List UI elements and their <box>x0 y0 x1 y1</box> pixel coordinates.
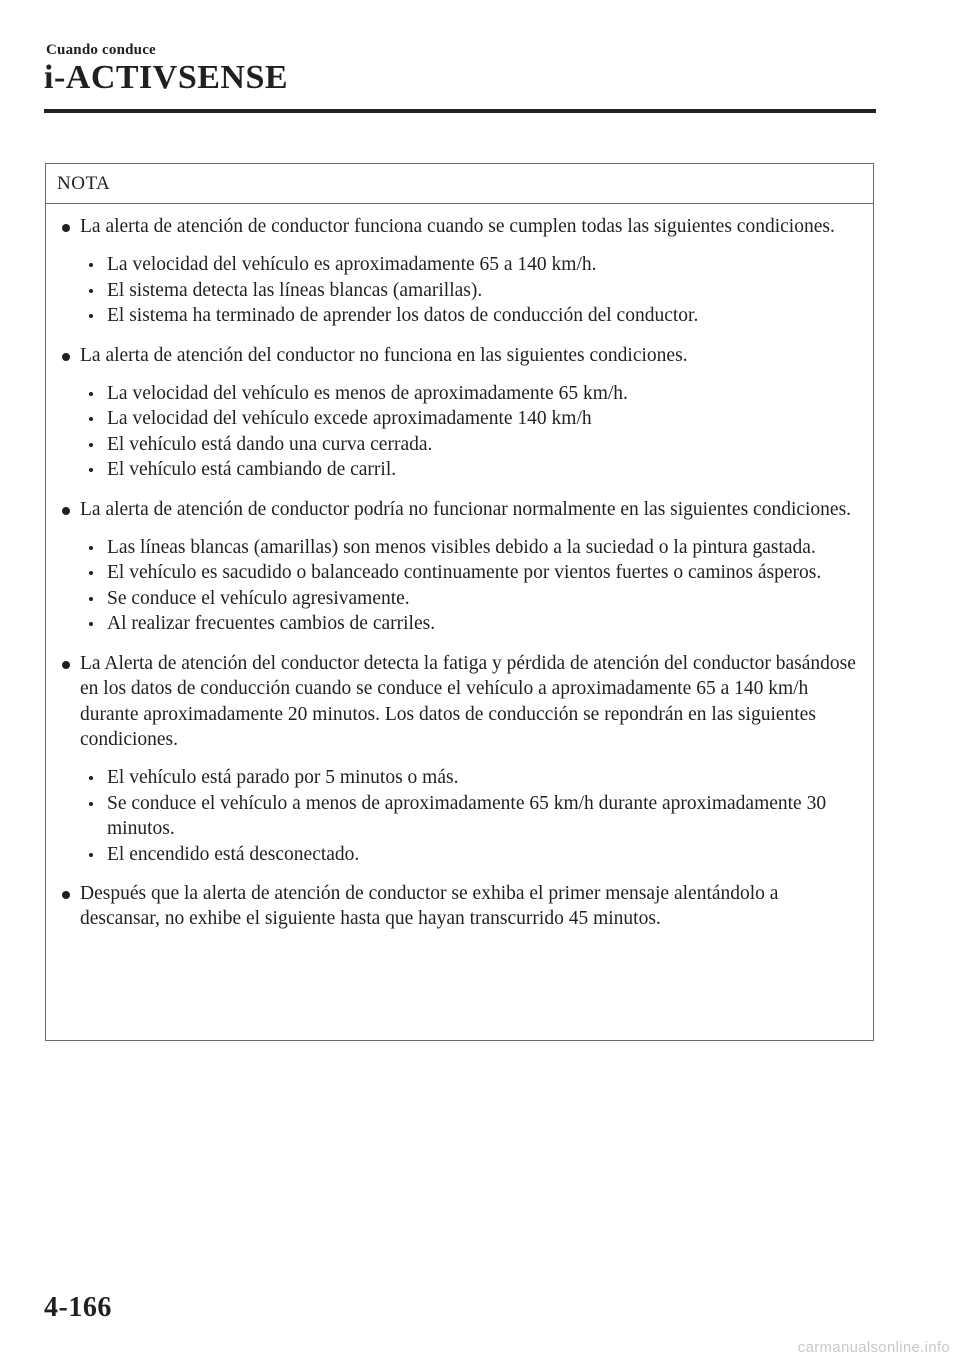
sub-item <box>62 611 859 636</box>
note-item-text: La Alerta de atención del conductor detecta la fatiga y pérdida de atención del conductor basándose en los datos de conducción cuando se conduce el vehículo a aproximadamente 65 a 140 km/h durante aproximadamente 20 minutos. Los datos de conducción se repondrán en las siguientes condiciones. <box>80 652 856 750</box>
sub-bullet-icon <box>89 853 93 857</box>
sub-item <box>62 406 859 431</box>
section-label: Cuando conduce <box>46 42 156 58</box>
sub-item <box>62 586 859 611</box>
sub-item-text: El vehículo está parado por 5 minutos o más. <box>107 767 459 789</box>
sub-item-text: El vehículo está dando una curva cerrada. <box>107 433 433 455</box>
sub-item <box>62 560 859 585</box>
sub-item-text: El sistema ha terminado de aprender los datos de conducción del conductor. <box>107 305 699 327</box>
sub-bullet-icon <box>89 392 93 396</box>
sub-item <box>62 535 859 560</box>
sub-bullet-icon <box>89 314 93 318</box>
sub-bullet-icon <box>89 597 93 601</box>
sub-bullet-icon <box>89 443 93 447</box>
note-item-text: La alerta de atención de conductor funciona cuando se cumplen todas las siguientes condiciones. <box>80 216 835 237</box>
note-item <box>62 214 859 239</box>
sub-bullet-icon <box>89 468 93 472</box>
sub-item <box>62 278 859 303</box>
sub-item-text: El vehículo es sacudido o balanceado continuamente por vientos fuertes o caminos ásperos. <box>107 562 822 584</box>
note-item-text: Después que la alerta de atención de conductor se exhiba el primer mensaje alentándolo a descansar, no exhibe el siguiente hasta que hayan transcurrido 45 minutos. <box>80 882 779 930</box>
sub-item <box>62 842 859 867</box>
note-item <box>62 497 859 522</box>
sub-item-text: La velocidad del vehículo excede aproximadamente 140 km/h <box>107 408 592 430</box>
sub-item-text: Se conduce el vehículo a menos de aproximadamente 65 km/h durante aproximadamente 30 minutos. <box>107 792 827 840</box>
sub-bullet-icon <box>89 417 93 421</box>
sub-item <box>62 765 859 790</box>
sub-item-text: Se conduce el vehículo agresivamente. <box>107 587 410 609</box>
sub-bullet-icon <box>89 802 93 806</box>
sub-bullet-icon <box>89 263 93 267</box>
page-number: 4-166 <box>44 1292 112 1323</box>
watermark: carmanualsonline.info <box>797 1339 950 1356</box>
sub-item-text: El encendido está desconectado. <box>107 843 360 865</box>
bullet-dot-icon <box>62 661 70 669</box>
header-rule <box>44 109 876 113</box>
sub-item-text: El vehículo está cambiando de carril. <box>107 459 397 481</box>
sub-list <box>62 381 859 483</box>
sub-list <box>62 535 859 637</box>
sub-item <box>62 432 859 457</box>
note-title: NOTA <box>46 164 873 204</box>
sub-item <box>62 252 859 277</box>
sub-item <box>62 303 859 328</box>
sub-item <box>62 457 859 482</box>
sub-bullet-icon <box>89 289 93 293</box>
sub-item <box>62 381 859 406</box>
sub-bullet-icon <box>89 622 93 626</box>
sub-list <box>62 252 859 328</box>
note-item <box>62 651 859 753</box>
sub-bullet-icon <box>89 546 93 550</box>
sub-item-text: La velocidad del vehículo es menos de aproximadamente 65 km/h. <box>107 383 628 405</box>
sub-item-text: Al realizar frecuentes cambios de carriles. <box>107 613 436 635</box>
sub-bullet-icon <box>89 571 93 575</box>
chapter-title: i-ACTIVSENSE <box>44 59 289 96</box>
bullet-dot-icon <box>62 891 70 899</box>
sub-item-text: Las líneas blancas (amarillas) son menos visibles debido a la suciedad o la pintura gastada. <box>107 537 816 559</box>
sub-list <box>62 765 859 867</box>
bullet-dot-icon <box>62 224 70 232</box>
note-item-text: La alerta de atención del conductor no funciona en las siguientes condiciones. <box>80 344 688 366</box>
sub-item-text: La velocidad del vehículo es aproximadamente 65 a 140 km/h. <box>107 254 597 276</box>
sub-item-text: El sistema detecta las líneas blancas (amarillas). <box>107 279 483 301</box>
bullet-dot-icon <box>62 507 70 515</box>
note-box <box>45 163 874 1041</box>
sub-bullet-icon <box>89 776 93 780</box>
note-item <box>62 881 859 932</box>
sub-item <box>62 791 859 842</box>
note-item-text: La alerta de atención de conductor podría no funcionar normalmente en las siguientes condiciones. <box>80 498 852 520</box>
bullet-dot-icon <box>62 353 70 361</box>
note-item <box>62 343 859 368</box>
note-body <box>46 204 873 932</box>
